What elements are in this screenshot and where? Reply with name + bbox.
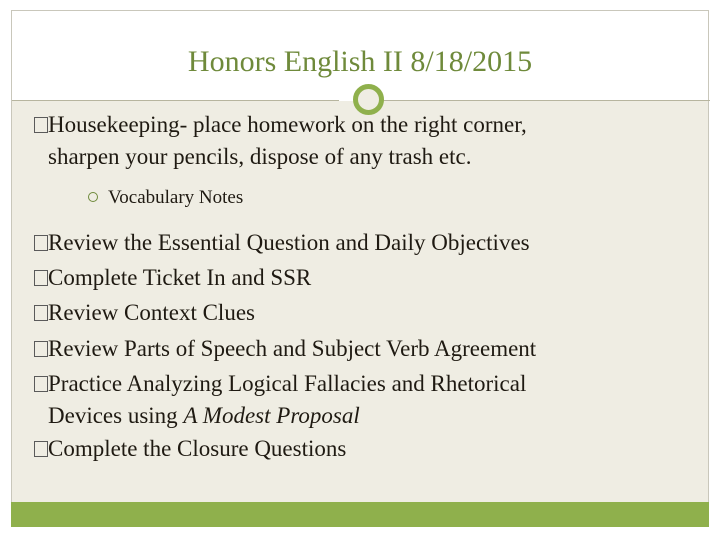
bullet-icon xyxy=(34,441,48,457)
title-divider-left xyxy=(12,100,339,101)
bullet-text-continued: sharpen your pencils, dispose of any trash etc. xyxy=(48,144,472,169)
bullet-text: Complete the Closure Questions xyxy=(48,436,347,461)
bullet-text-continued xyxy=(34,400,526,432)
bullet-item-parts-of-speech xyxy=(34,333,536,365)
bullet-item-closure-questions xyxy=(34,433,346,465)
bullet-item-housekeeping xyxy=(34,109,527,173)
bullet-icon xyxy=(34,341,48,357)
bullet-icon xyxy=(34,117,48,133)
bullet-item-ticket-in xyxy=(34,262,311,294)
bullet-icon xyxy=(34,270,48,286)
bullet-text: Review the Essential Question and Daily Objectives xyxy=(48,230,530,255)
title-divider-right xyxy=(383,100,710,101)
bullet-text: Housekeeping- place homework on the right corner, xyxy=(48,112,527,137)
bullet-icon xyxy=(34,305,48,321)
bullet-item-context-clues xyxy=(34,297,255,329)
content-panel xyxy=(11,10,709,527)
sub-bullet-text: Vocabulary Notes xyxy=(108,187,244,208)
sub-bullet-icon xyxy=(88,192,98,202)
bullet-icon xyxy=(34,376,48,392)
bullet-item-essential-question xyxy=(34,227,530,259)
bullet-text-prefix: Devices using xyxy=(48,403,184,428)
bottom-accent-bar xyxy=(11,502,709,527)
sub-bullet-item-vocabulary xyxy=(88,186,243,210)
bullet-text: Review Parts of Speech and Subject Verb Agreement xyxy=(48,336,537,361)
bullet-text: Practice Analyzing Logical Fallacies and Rhetorical xyxy=(48,371,527,396)
bullet-text-emphasis: A Modest Proposal xyxy=(183,403,360,428)
slide-title: Honors English II 8/18/2015 xyxy=(187,45,533,78)
bullet-item-logical-fallacies xyxy=(34,368,526,432)
bullet-icon xyxy=(34,235,48,251)
bullet-text: Complete Ticket In and SSR xyxy=(48,265,312,290)
bullet-text: Review Context Clues xyxy=(48,300,255,325)
